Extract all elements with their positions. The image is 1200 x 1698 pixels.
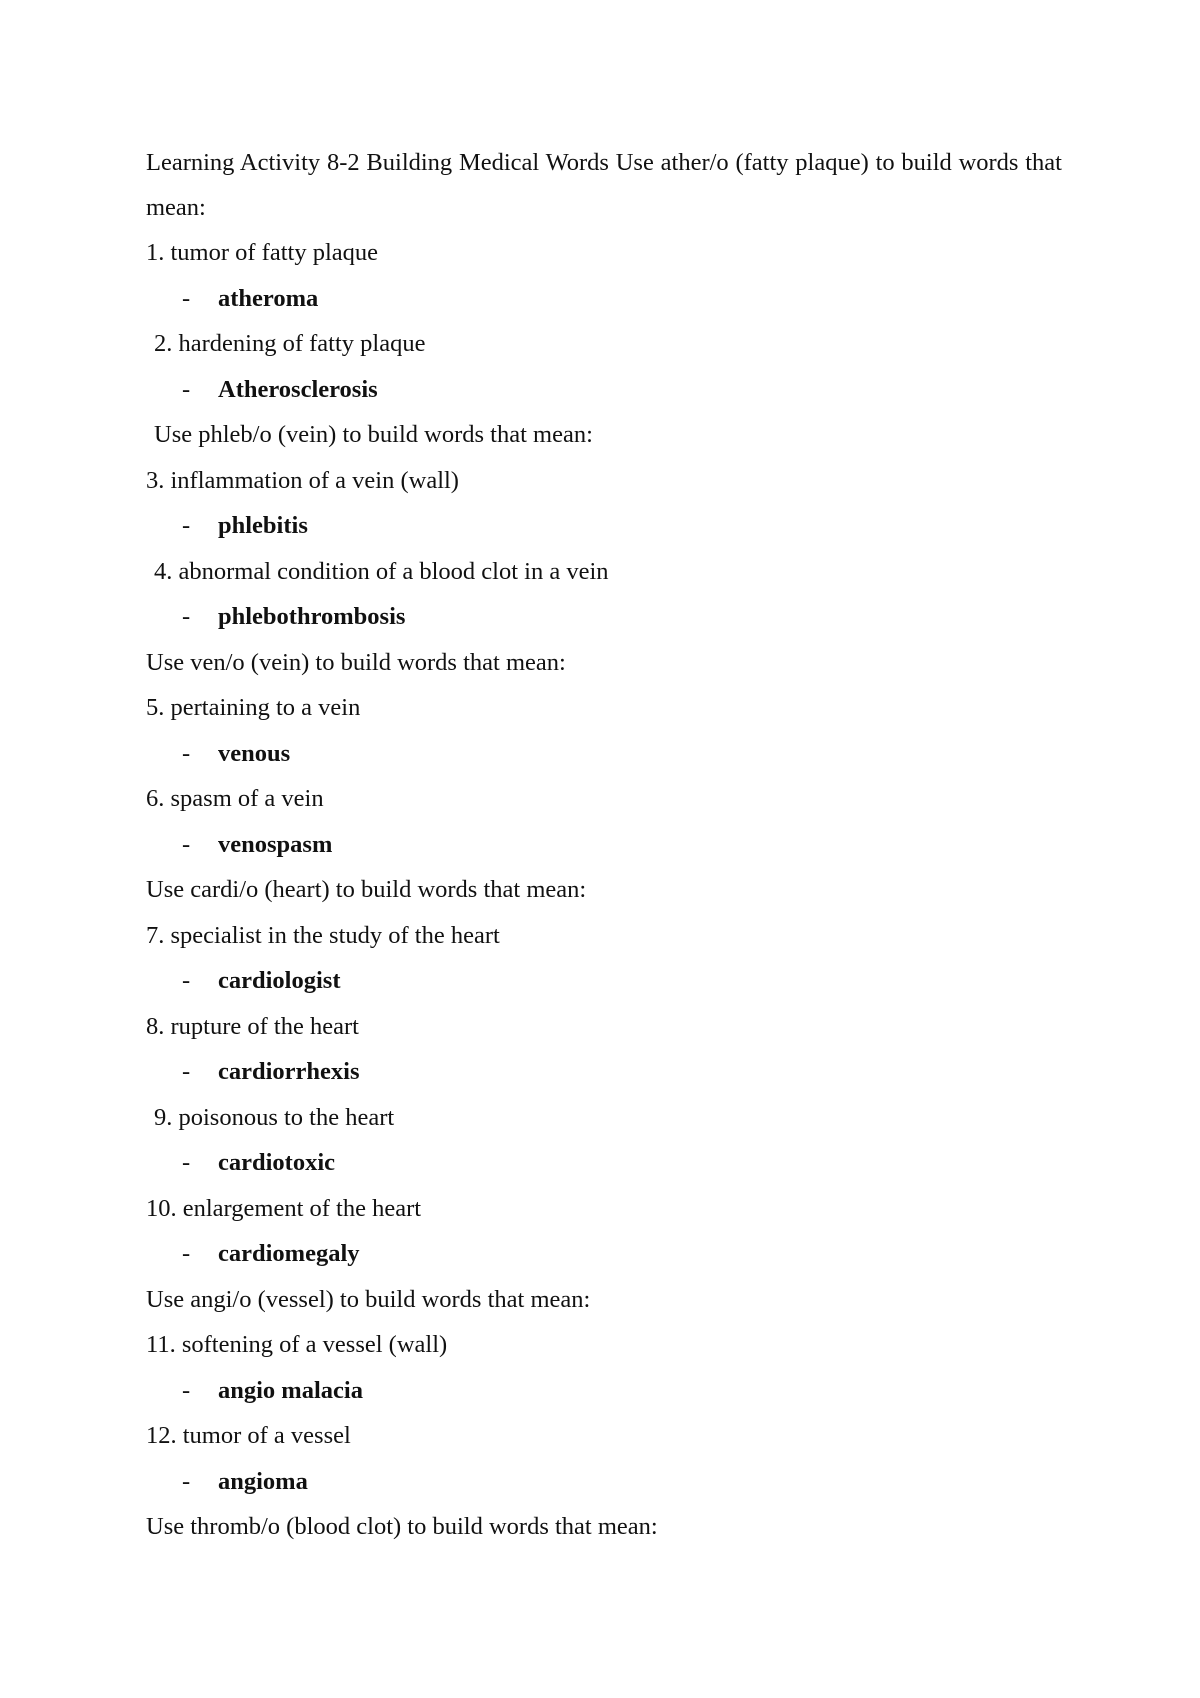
question-line: 4. abnormal condition of a blood clot in a vein [154,557,609,585]
answer-text: Atherosclerosis [218,375,378,403]
answer-text: cardiomegaly [218,1240,360,1267]
answer-text: angioma [218,1467,308,1495]
answer-line [146,1368,1062,1414]
question-line: 3. inflammation of a vein (wall) [146,466,459,494]
question-line: 2. hardening of fatty plaque [154,330,426,357]
answer-line [146,1049,1062,1095]
question-line: 6. spasm of a vein [146,785,324,812]
answer-dash: - [182,1240,191,1267]
exercise-list [146,230,1062,1550]
answer-dash: - [182,1376,191,1404]
answer-dash: - [182,1149,191,1176]
answer-line [146,276,1062,322]
document-page [146,140,1062,1550]
answer-dash: - [182,375,191,403]
answer-dash: - [182,830,191,858]
intro-paragraph: Learning Activity 8-2 Building Medical Words Use ather/o (fatty plaque) to build words that mean: [146,149,1062,221]
section-heading: Use phleb/o (vein) to build words that mean: [154,421,593,448]
answer-dash: - [182,512,191,539]
answer-line [146,822,1062,868]
answer-text: angio malacia [218,1376,363,1404]
answer-text: phlebitis [218,512,308,539]
question-line: 7. specialist in the study of the heart [146,921,500,949]
answer-text: cardiotoxic [218,1149,336,1176]
section-heading: Use angi/o (vessel) to build words that mean: [146,1285,591,1313]
answer-text: phlebothrombosis [218,603,406,630]
answer-dash: - [182,603,191,630]
answer-line [146,503,1062,549]
section-heading: Use thromb/o (blood clot) to build words that mean: [146,1513,658,1540]
answer-line [146,1459,1062,1505]
answer-dash: - [182,967,191,994]
answer-text: atheroma [218,284,319,312]
answer-line [146,367,1062,413]
answer-text: cardiologist [218,967,341,994]
answer-line [146,731,1062,777]
answer-text: venospasm [218,830,333,858]
answer-dash: - [182,284,191,312]
question-line: 10. enlargement of the heart [146,1194,422,1222]
answer-line [146,958,1062,1004]
answer-line [146,594,1062,640]
answer-text: venous [218,739,291,767]
question-line: 8. rupture of the heart [146,1012,359,1040]
section-heading: Use ven/o (vein) to build words that mean: [146,648,566,676]
answer-line [146,1231,1062,1277]
question-line: 12. tumor of a vessel [146,1422,351,1449]
question-line: 11. softening of a vessel (wall) [146,1331,448,1358]
answer-dash: - [182,1058,191,1085]
question-line: 1. tumor of fatty plaque [146,239,379,266]
answer-dash: - [182,1467,191,1495]
question-line: 5. pertaining to a vein [146,694,361,721]
question-line: 9. poisonous to the heart [154,1103,395,1131]
answer-dash: - [182,739,191,767]
answer-text: cardiorrhexis [218,1058,360,1085]
answer-line [146,1140,1062,1186]
section-heading: Use cardi/o (heart) to build words that mean: [146,876,587,903]
